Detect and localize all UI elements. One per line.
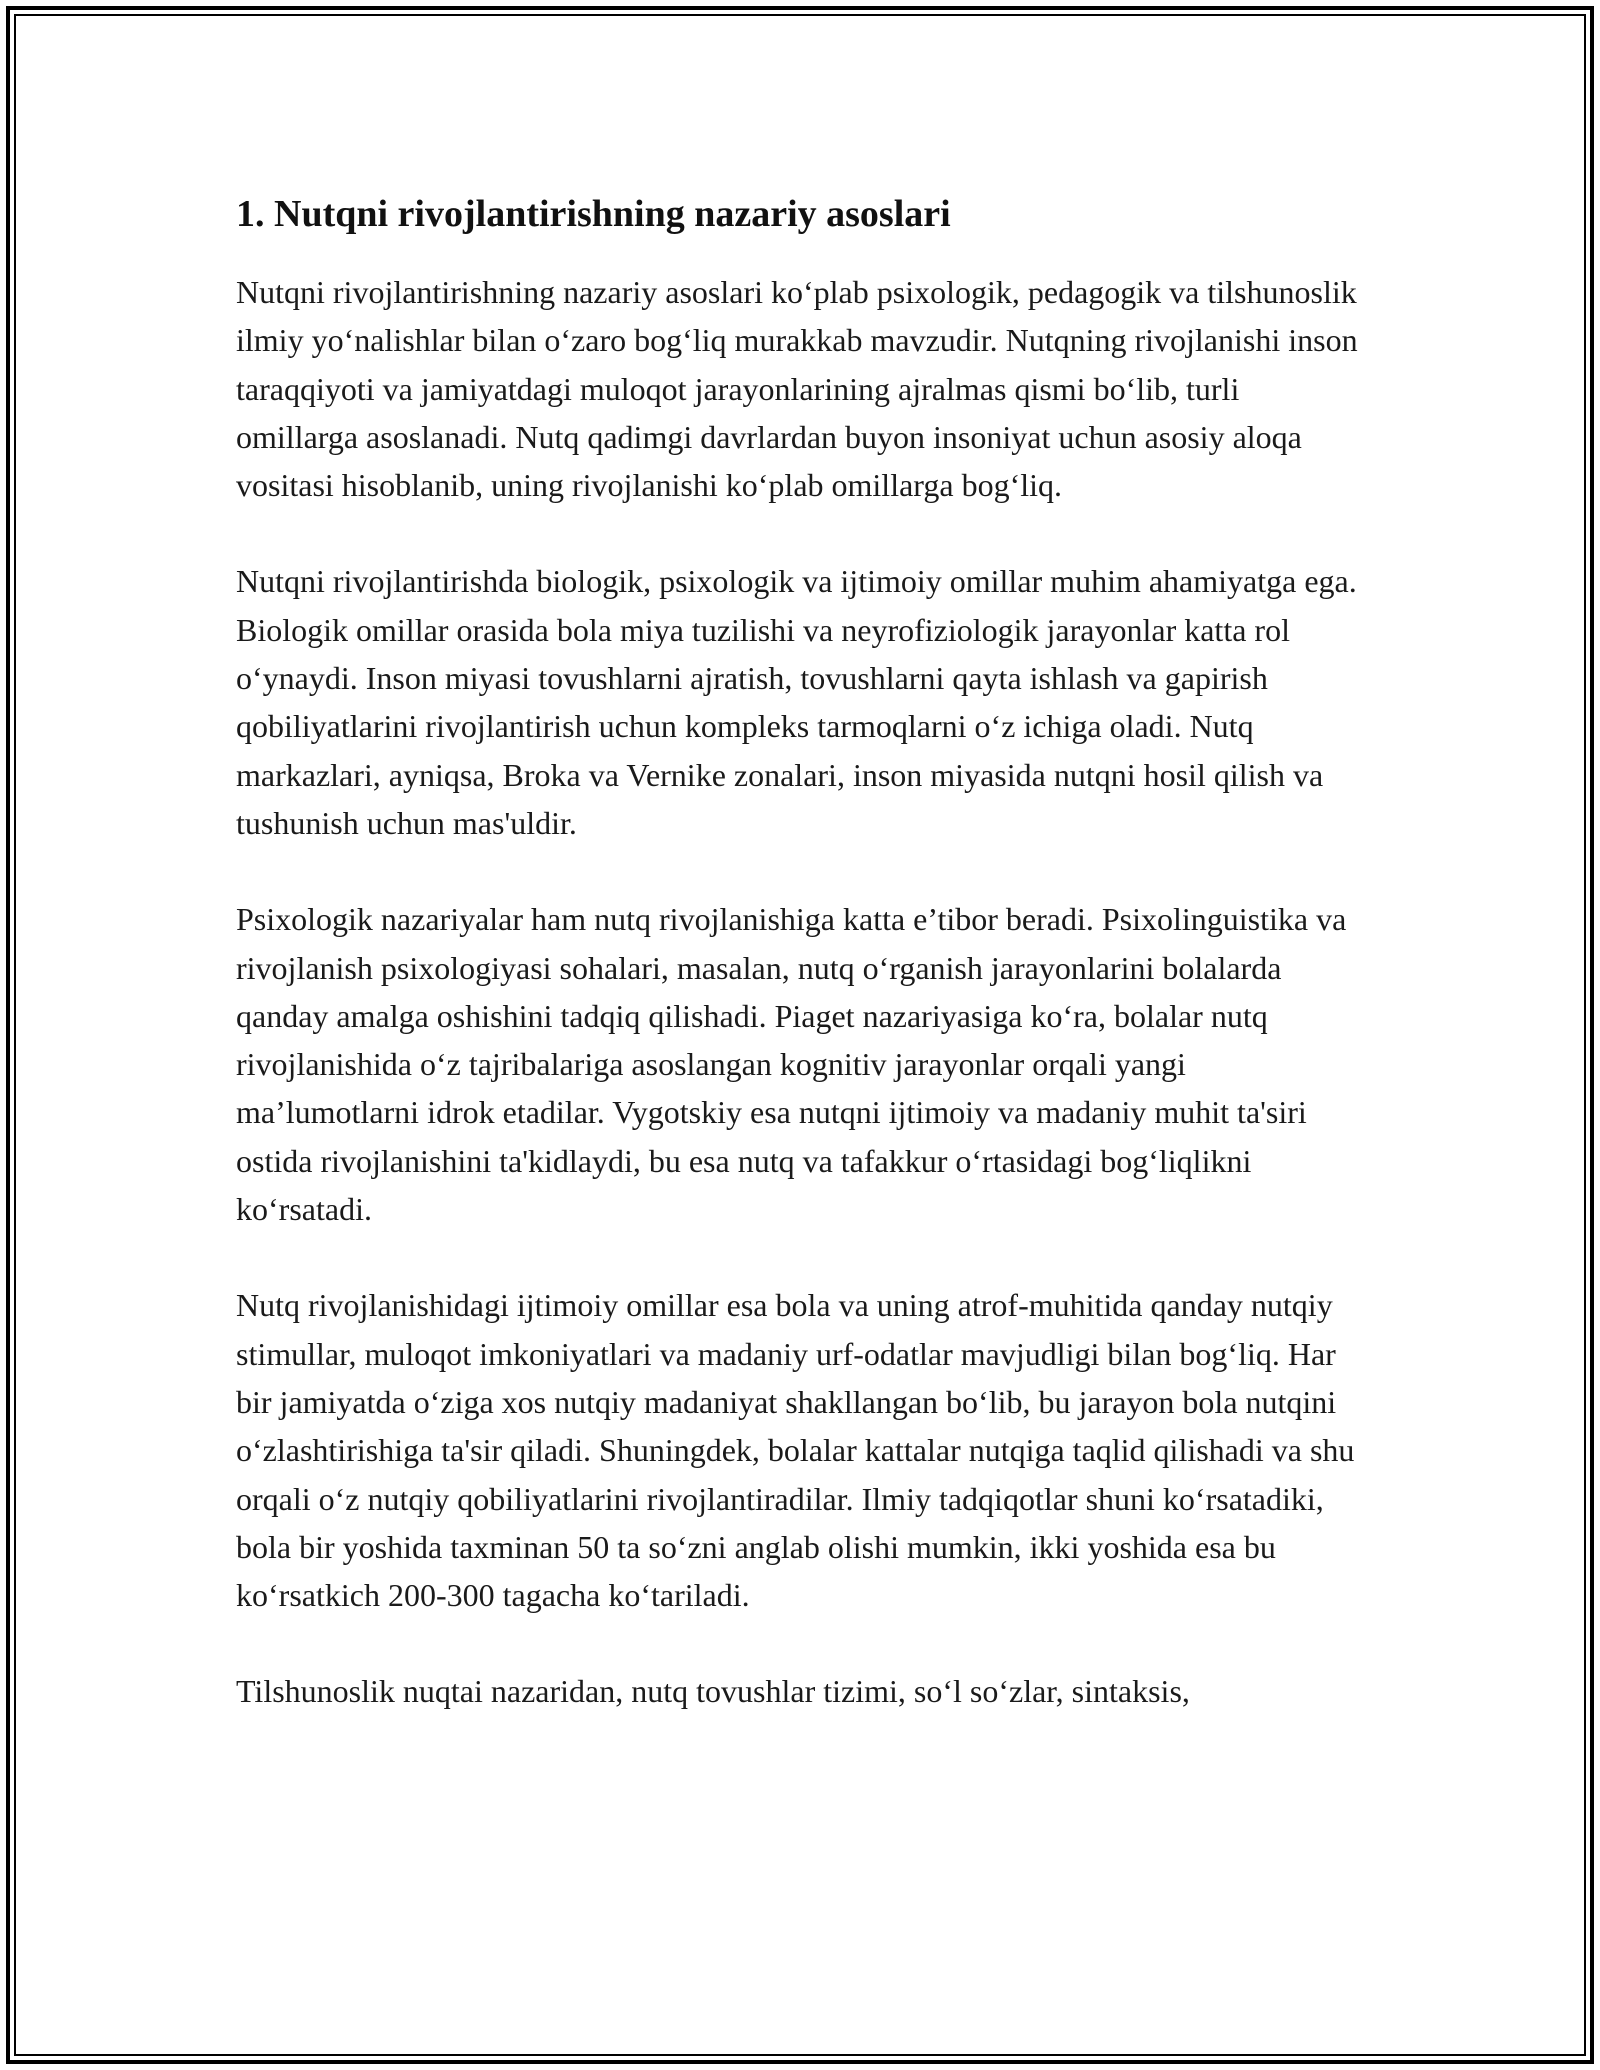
paragraph-5: Tilshunoslik nuqtai nazaridan, nutq tovushlar tizimi, so‘l so‘zlar, sintaksis, xyxy=(236,1673,1190,1710)
paragraph-3: Psixologik nazariyalar ham nutq rivojlanishiga katta e’tibor beradi. Psixolinguistika va rivojlanish psixologiyasi sohalari, masalan, nutq o‘rganish jarayonlarini bolalarda qanday amalga oshishini tadqiq qilishadi. Piaget nazariyasiga ko‘ra, bolalar nutq rivojlanishida o‘z tajribalariga asoslangan kognitiv jarayonlar orqali yangi ma’lumotlarni idrok etadilar. Vygotskiy esa nutqni ijtimoiy va madaniy muhit ta'siri ostida rivojlanishini ta'kidlaydi, bu esa nutq va tafakkur o‘rtasidagi bog‘liqlikni ko‘rsatadi. xyxy=(236,901,1347,1228)
paragraph-4: Nutq rivojlanishidagi ijtimoiy omillar esa bola va uning atrof-muhitida qanday nutqiy stimullar, muloqot imkoniyatlari va madaniy urf-odatlar mavjudligi bilan bog‘liq. Har bir jamiyatda o‘ziga xos nutqiy madaniyat shakllangan bo‘lib, bu jarayon bola nutqini o‘zlashtirishiga ta'sir qiladi. Shuningdek, bolalar kattalar nutqiga taqlid qilishadi va shu orqali o‘z nutqiy qobiliyatlarini rivojlantiradilar. Ilmiy tadqiqotlar shuni ko‘rsatadiki, bola bir yoshida taxminan 50 ta so‘zni anglab olishi mumkin, ikki yoshida esa bu ko‘rsatkich 200-300 tagacha ko‘tariladi. xyxy=(236,1287,1355,1614)
section-heading: 1. Nutqni rivojlantirishning nazariy asoslari xyxy=(236,193,951,235)
document-body xyxy=(236,190,1366,1764)
paragraph-1: Nutqni rivojlantirishning nazariy asoslari ko‘plab psixologik, pedagogik va tilshunoslik ilmiy yo‘nalishlar bilan o‘zaro bog‘liq murakkab mavzudir. Nutqning rivojlanishi inson taraqqiyoti va jamiyatdagi muloqot jarayonlarining ajralmas qismi bo‘lib, turli omillarga asoslanadi. Nutq qadimgi davrlardan buyon insoniyat uchun asosiy aloqa vositasi hisoblanib, uning rivojlanishi ko‘plab omillarga bog‘liq. xyxy=(236,274,1358,504)
paragraph-2: Nutqni rivojlantirishda biologik, psixologik va ijtimoiy omillar muhim ahamiyatga ega. Biologik omillar orasida bola miya tuzilishi va neyrofiziologik jarayonlar katta rol o‘ynaydi. Inson miyasi tovushlarni ajratish, tovushlarni qayta ishlash va gapirish qobiliyatlarini rivojlantirish uchun kompleks tarmoqlarni o‘z ichiga oladi. Nutq markazlari, ayniqsa, Broka va Vernike zonalari, inson miyasida nutqni hosil qilish va tushunish uchun mas'uldir. xyxy=(236,563,1357,841)
